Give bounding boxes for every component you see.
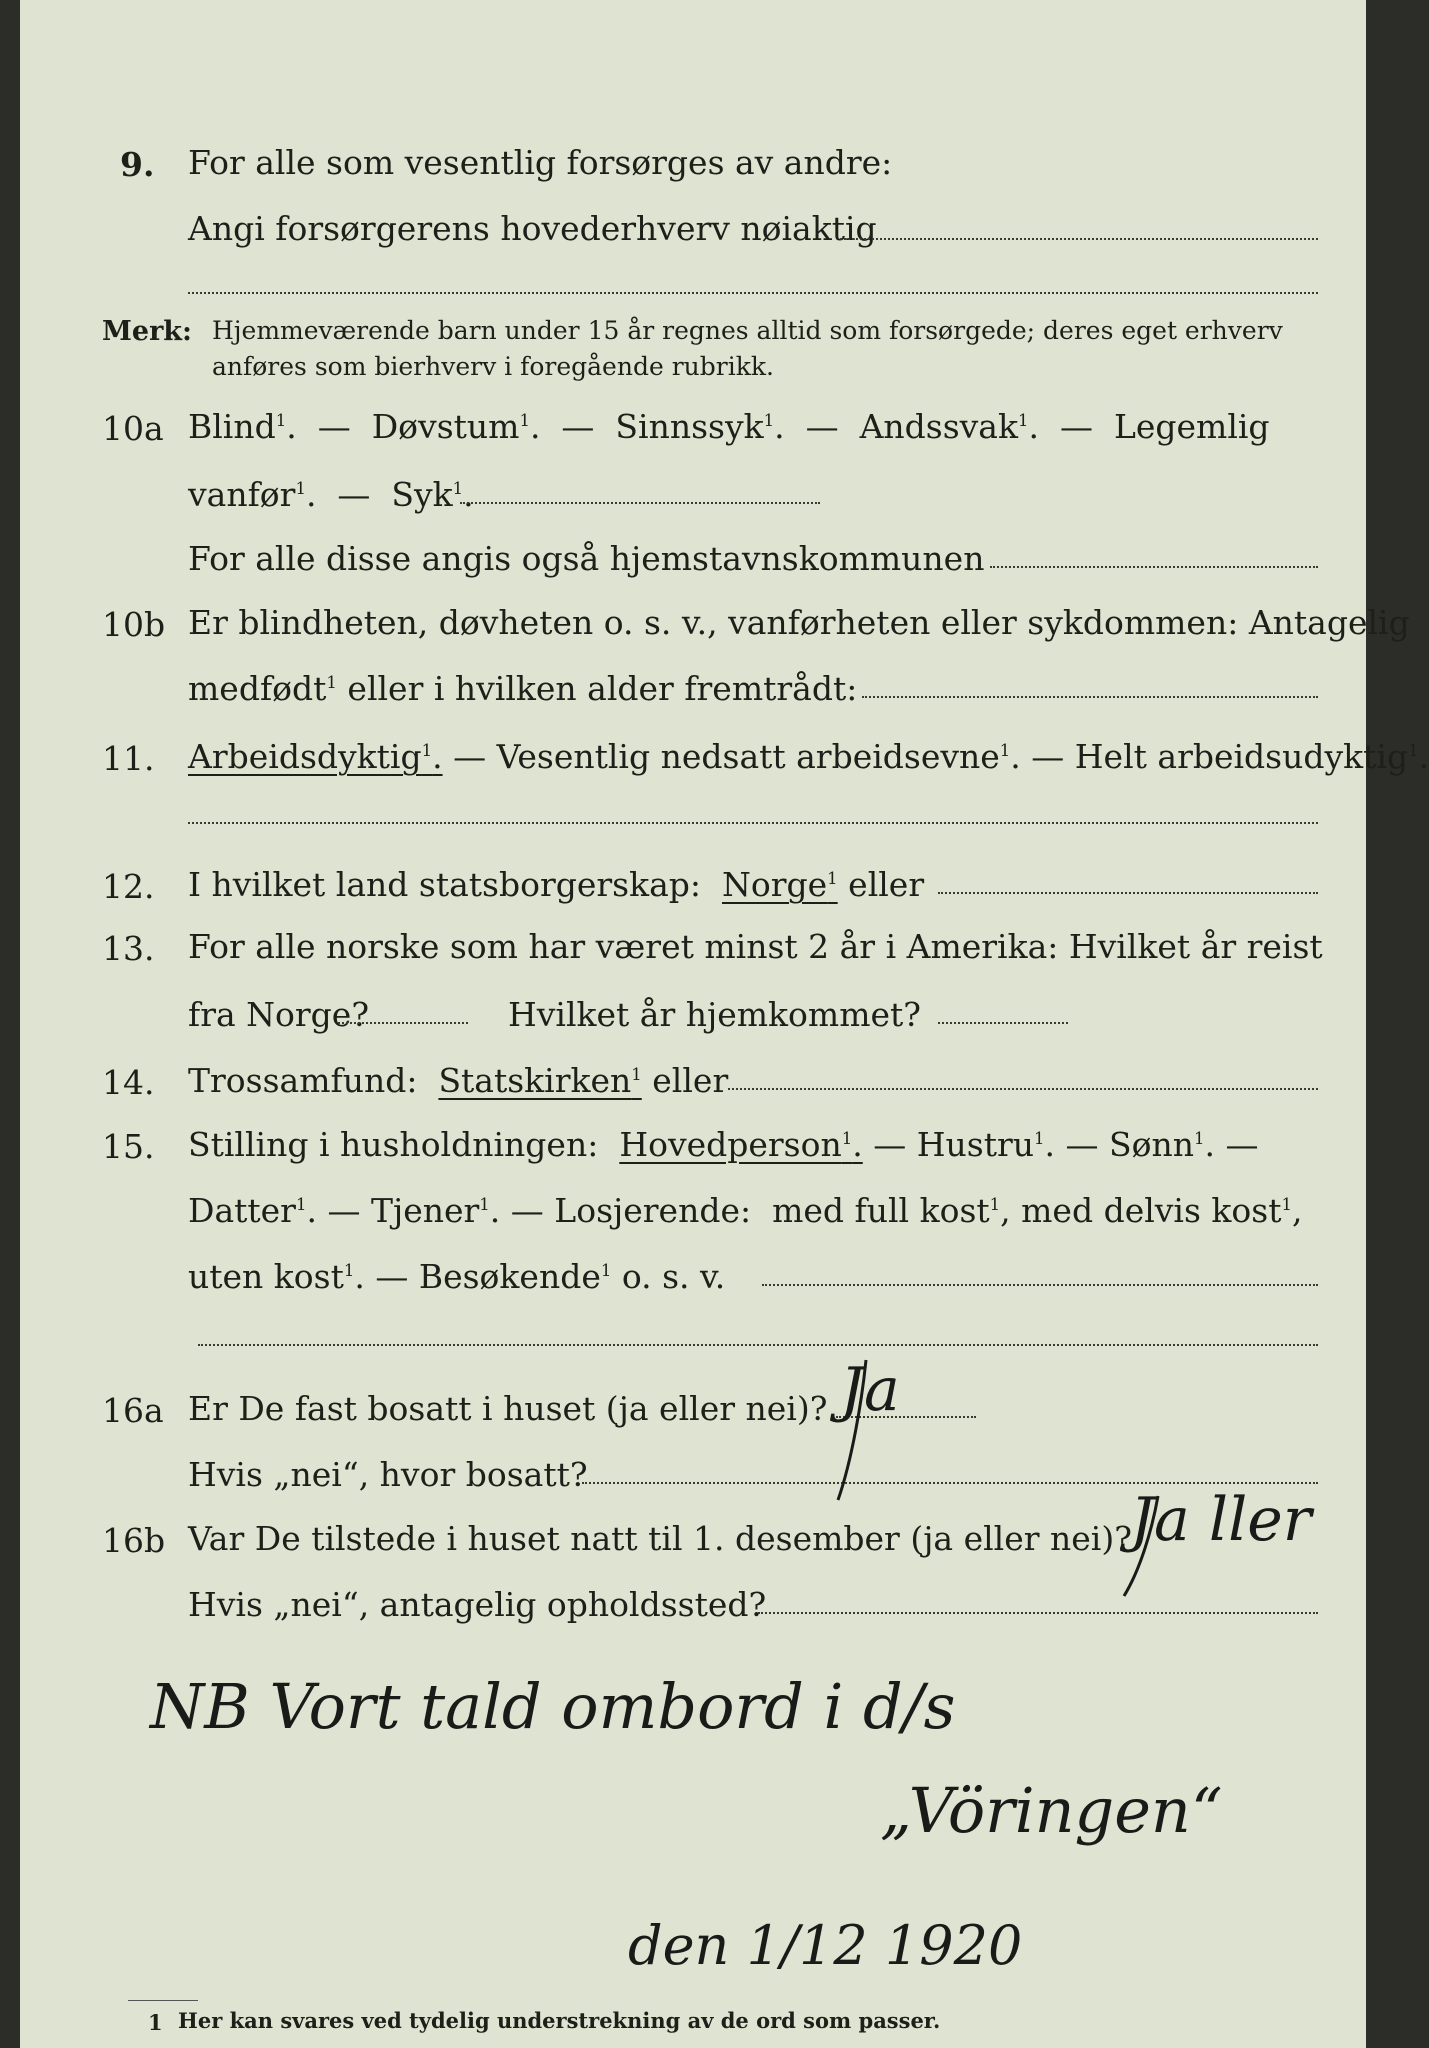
option-medfodt[interactable]: medfødt$^1$ xyxy=(188,669,337,708)
q10a-hjemstavn-line[interactable] xyxy=(990,566,1318,568)
option-full-kost[interactable]: med full kost$^1$, xyxy=(772,1191,1011,1230)
q16a-question: Er De fast bosatt i huset (ja eller nei)? xyxy=(188,1389,828,1428)
q14-number: 14. xyxy=(102,1063,155,1102)
option-nedsatt[interactable]: Vesentlig nedsatt arbeidsevne$^1$. xyxy=(496,737,1021,776)
census-form-page xyxy=(20,0,1429,2048)
option-dovstum[interactable]: Døvstum$^1$. xyxy=(371,407,541,446)
q16a-answer-line[interactable] xyxy=(836,1416,976,1418)
handwritten-ja-16a: Ja xyxy=(840,1355,900,1425)
q10a-number: 10a xyxy=(102,409,164,448)
q16b-number: 16b xyxy=(102,1521,166,1560)
q9-answer-line[interactable] xyxy=(840,238,1318,240)
q12-answer-line[interactable] xyxy=(938,892,1318,894)
option-statskirken[interactable]: Statskirken$^1$ xyxy=(438,1061,642,1100)
q12-number: 12. xyxy=(102,867,155,906)
q16a-hvis-nei: Hvis „nei“, hvor bosatt? xyxy=(188,1455,588,1494)
option-datter[interactable]: Datter$^1$. xyxy=(188,1191,317,1230)
handwritten-note-line-1: NB Vort tald ombord i d/s xyxy=(150,1670,956,1743)
q15-options-2: Datter$^1$. — Tjener$^1$. — Losjerende: med full kost$^1$, med delvis kost$^1$, xyxy=(188,1191,1303,1230)
option-vanfor[interactable]: vanfør$^1$. xyxy=(188,475,317,514)
q10b-question-2: medfødt$^1$ eller i hvilken alder fremtrådt: xyxy=(188,669,858,708)
q13-question: For alle norske som har været minst 2 år i Amerika: Hvilket år reist xyxy=(188,927,1323,966)
handwritten-note-line-2: „Vöringen“ xyxy=(880,1774,1223,1847)
q11-options: Arbeidsdyktig$^1$. — Vesentlig nedsatt arbeidsevne$^1$. — Helt arbeidsudyktig$^1$. xyxy=(188,737,1429,776)
option-syk[interactable]: Syk$^1$. xyxy=(391,475,474,514)
q16a-number: 16a xyxy=(102,1391,164,1430)
q15-number: 15. xyxy=(102,1127,155,1166)
option-hovedperson[interactable]: Hovedperson$^1$. xyxy=(619,1125,863,1164)
q9-prompt: Angi forsørgerens hovederhverv nøiaktig xyxy=(188,209,877,248)
merk-note-line-2: anføres som bierhverv i foregående rubrikk. xyxy=(212,352,774,381)
option-tjener[interactable]: Tjener$^1$. xyxy=(370,1191,501,1230)
q16b-question: Var De tilstede i huset natt til 1. desember (ja eller nei)? xyxy=(188,1519,1132,1558)
handwritten-note-line-3: den 1/12 1920 xyxy=(628,1914,1023,1977)
option-legemlig[interactable]: Legemlig xyxy=(1113,407,1270,446)
q13-hjemkommet: Hvilket år hjemkommet? xyxy=(508,995,921,1034)
ink-stroke xyxy=(838,1360,866,1500)
q10a-options-2: vanfør$^1$. — Syk$^1$. xyxy=(188,475,474,514)
q15-answer-line[interactable] xyxy=(762,1284,1318,1286)
handwritten-ja-16b: Ja ller xyxy=(1130,1485,1312,1555)
q10b-question: Er blindheten, døvheten o. s. v., vanførheten eller sykdommen: Antagelig xyxy=(188,603,1410,642)
option-andssvak[interactable]: Andssvak$^1$. xyxy=(859,407,1039,446)
q16b-hvis-nei: Hvis „nei“, antagelig opholdssted? xyxy=(188,1585,767,1624)
q14-question: Trossamfund: Statskirken$^1$ eller xyxy=(188,1061,729,1100)
q16a-hvis-nei-line[interactable] xyxy=(582,1482,1318,1484)
option-udyktig[interactable]: Helt arbeidsudyktig$^1$. xyxy=(1074,737,1429,776)
q9-answer-line-2[interactable] xyxy=(188,292,1318,294)
q10b-answer-line[interactable] xyxy=(862,696,1318,698)
option-sinnssyk[interactable]: Sinnssyk$^1$. xyxy=(615,407,785,446)
q10a-answer-line[interactable] xyxy=(460,502,820,504)
q9-number: 9. xyxy=(120,145,155,184)
q15-answer-line-2[interactable] xyxy=(198,1344,1318,1346)
option-hustru[interactable]: Hustru$^1$. xyxy=(916,1125,1055,1164)
q15-question: Stilling i husholdningen: Hovedperson$^1$. — Hustru$^1$. — Sønn$^1$. — xyxy=(188,1125,1259,1164)
q13-number: 13. xyxy=(102,929,155,968)
q15-options-3: uten kost$^1$. — Besøkende$^1$ o. s. v. xyxy=(188,1257,726,1296)
footnote-number: 1 xyxy=(148,2010,163,2035)
option-norge[interactable]: Norge$^1$ xyxy=(722,865,838,904)
option-blind[interactable]: Blind$^1$. xyxy=(188,407,297,446)
q12-question: I hvilket land statsborgerskap: Norge$^1$ eller xyxy=(188,865,925,904)
option-sonn[interactable]: Sønn$^1$. xyxy=(1108,1125,1215,1164)
q10b-number: 10b xyxy=(102,605,166,644)
q13-hjem-line[interactable] xyxy=(938,1022,1068,1024)
merk-note-line-1: Hjemmeværende barn under 15 år regnes alltid som forsørgede; deres eget erhverv xyxy=(212,316,1283,345)
footnote-text: Her kan svares ved tydelig understrekning av de ord som passer. xyxy=(178,2008,941,2033)
q13-fra-norge: fra Norge? xyxy=(188,995,370,1034)
option-besokende[interactable]: Besøkende$^1$ xyxy=(418,1257,612,1296)
option-arbeidsdyktig[interactable]: Arbeidsdyktig$^1$. xyxy=(188,737,443,776)
q10a-hjemstavn-prompt: For alle disse angis også hjemstavnskommunen xyxy=(188,539,985,578)
q9-question: For alle som vesentlig forsørges av andre: xyxy=(188,143,893,182)
q13-fra-line[interactable] xyxy=(338,1022,468,1024)
q11-number: 11. xyxy=(102,739,155,778)
q16b-hvis-nei-line[interactable] xyxy=(758,1612,1318,1614)
option-delvis-kost[interactable]: med delvis kost$^1$, xyxy=(1021,1191,1303,1230)
footnote-rule xyxy=(128,2000,198,2001)
option-uten-kost[interactable]: uten kost$^1$. xyxy=(188,1257,365,1296)
merk-label: Merk: xyxy=(102,316,192,347)
q11-answer-line[interactable] xyxy=(188,822,1318,824)
q14-answer-line[interactable] xyxy=(728,1088,1318,1090)
q10a-options: Blind$^1$. — Døvstum$^1$. — Sinnssyk$^1$. — Andssvak$^1$. — Legemlig xyxy=(188,407,1270,446)
